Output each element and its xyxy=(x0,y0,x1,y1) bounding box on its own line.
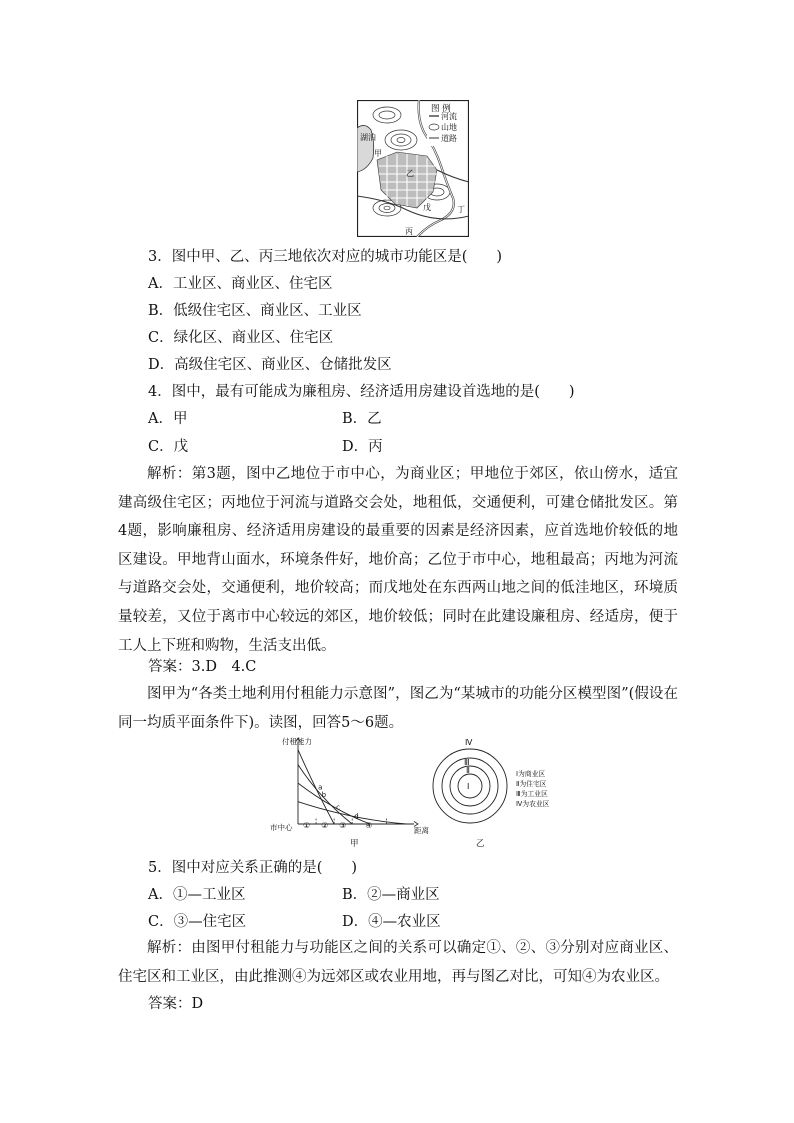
ring-label-4: Ⅳ xyxy=(465,738,473,747)
ring-1 xyxy=(458,774,482,798)
q4-option-c: C．戊 xyxy=(148,439,189,455)
legend-title: 图 例 xyxy=(431,104,451,114)
analysis-q3-q4: 解析：第3题，图中乙地位于市中心，为商业区；甲地位于郊区，依山傍水，适宜建高级住宅区；丙地位于河流与道路交会处，地租低，交通便利，可建仓储批发区。第4题，影响廉租房、经济适用房建设的最重要的因素是经济因素，应首选地价较低的地区建设。甲地背山面水，环境条件好，地价高；乙位于市中心，地租最高；丙地为河流与道路交会处，交通便利，地价较高；而戊地处在东西两山地之间的低洼地区，环境质量较差，又位于离市中心较远的郊区，地价较低；同时在此建设廉租房、经适房，便于工人上下班和购物，生活支出低。 xyxy=(118,466,678,654)
ring-legend-3: Ⅲ为工业区 xyxy=(516,790,548,798)
q5-option-d: D．④—农业区 xyxy=(342,914,441,930)
q4-stem: 4．图中，最有可能成为廉租房、经济适用房建设首选地的是( ) xyxy=(148,384,575,400)
q4-option-b: B．乙 xyxy=(342,411,382,427)
ring-caption: 乙 xyxy=(476,839,485,848)
q3-stem: 3．图中甲、乙、丙三地依次对应的城市功能区是( ) xyxy=(148,249,503,265)
ring-label-1: Ⅰ xyxy=(467,782,470,791)
ring-label-2: Ⅱ xyxy=(466,766,470,775)
curve-label-c: c xyxy=(336,803,340,812)
chart-xlabel: 距离 xyxy=(414,826,429,835)
legend-road: 道路 xyxy=(441,134,457,143)
zone-label-1: ① xyxy=(303,821,311,830)
zone-label-2: ② xyxy=(321,821,329,830)
ring-label-3: Ⅲ xyxy=(464,758,470,767)
lake-label: 湖泊 xyxy=(360,133,376,142)
label-wu: 戊 xyxy=(423,203,431,212)
rent-ability-chart xyxy=(268,736,438,848)
ring-2 xyxy=(450,766,490,806)
curve-label-b: b xyxy=(321,791,327,799)
chart-caption: 甲 xyxy=(350,839,359,848)
q3-option-a: A．工业区、商业区、住宅区 xyxy=(148,276,333,292)
q3-option-b: B．低级住宅区、商业区、工业区 xyxy=(148,303,362,319)
q3-option-d: D．高级住宅区、商业区、仓储批发区 xyxy=(148,357,392,373)
ring-legend-2: Ⅱ为住宅区 xyxy=(516,780,547,788)
label-jia: 甲 xyxy=(374,149,382,158)
function-zone-rings xyxy=(432,736,572,848)
ring-4 xyxy=(433,749,507,823)
q5-option-c: C．③—住宅区 xyxy=(148,914,247,930)
answer-q5: 答案：D xyxy=(148,996,204,1012)
legend-river: 河流 xyxy=(441,112,457,121)
ring-legend-4: Ⅳ为农业区 xyxy=(516,800,550,808)
chart-ylabel: 付租能力 xyxy=(282,737,312,746)
ring-legend-1: Ⅰ为商业区 xyxy=(516,770,546,778)
intro-q5-q6: 图甲为“各类土地利用付租能力示意图”，图乙为“某城市的功能分区模型图”(假设在同一均质平面条件下)。读图，回答5～6题。 xyxy=(118,686,678,731)
zone-label-3: ③ xyxy=(339,821,347,830)
zone-label-4: ④ xyxy=(365,821,373,830)
analysis-q5: 解析：由图甲付租能力与功能区之间的关系可以确定①、②、③分别对应商业区、住宅区和工业区，由此推测④为远郊区或农业用地，再与图乙对比，可知④为农业区。 xyxy=(118,940,678,985)
q5-stem: 5．图中对应关系正确的是( ) xyxy=(148,860,358,876)
q5-option-a: A．①—工业区 xyxy=(148,887,246,903)
curve-label-d: d xyxy=(354,812,359,821)
legend-mountain: 山地 xyxy=(441,123,457,132)
q4-option-d: D．丙 xyxy=(342,439,383,455)
label-yi: 乙 xyxy=(406,169,414,178)
curve-d xyxy=(298,802,406,824)
city-map-figure xyxy=(357,100,469,237)
chart-origin-label: 市中心 xyxy=(270,823,293,832)
label-bing: 丙 xyxy=(405,227,413,236)
q3-option-c: C．绿化区、商业区、住宅区 xyxy=(148,330,334,346)
q5-option-b: B．②—商业区 xyxy=(342,887,440,903)
q4-option-a: A．甲 xyxy=(148,411,188,427)
label-ding: 丁 xyxy=(457,205,465,214)
answer-q3-q4: 答案：3.D 4.C xyxy=(148,659,257,675)
curve-label-a: a xyxy=(318,783,323,792)
